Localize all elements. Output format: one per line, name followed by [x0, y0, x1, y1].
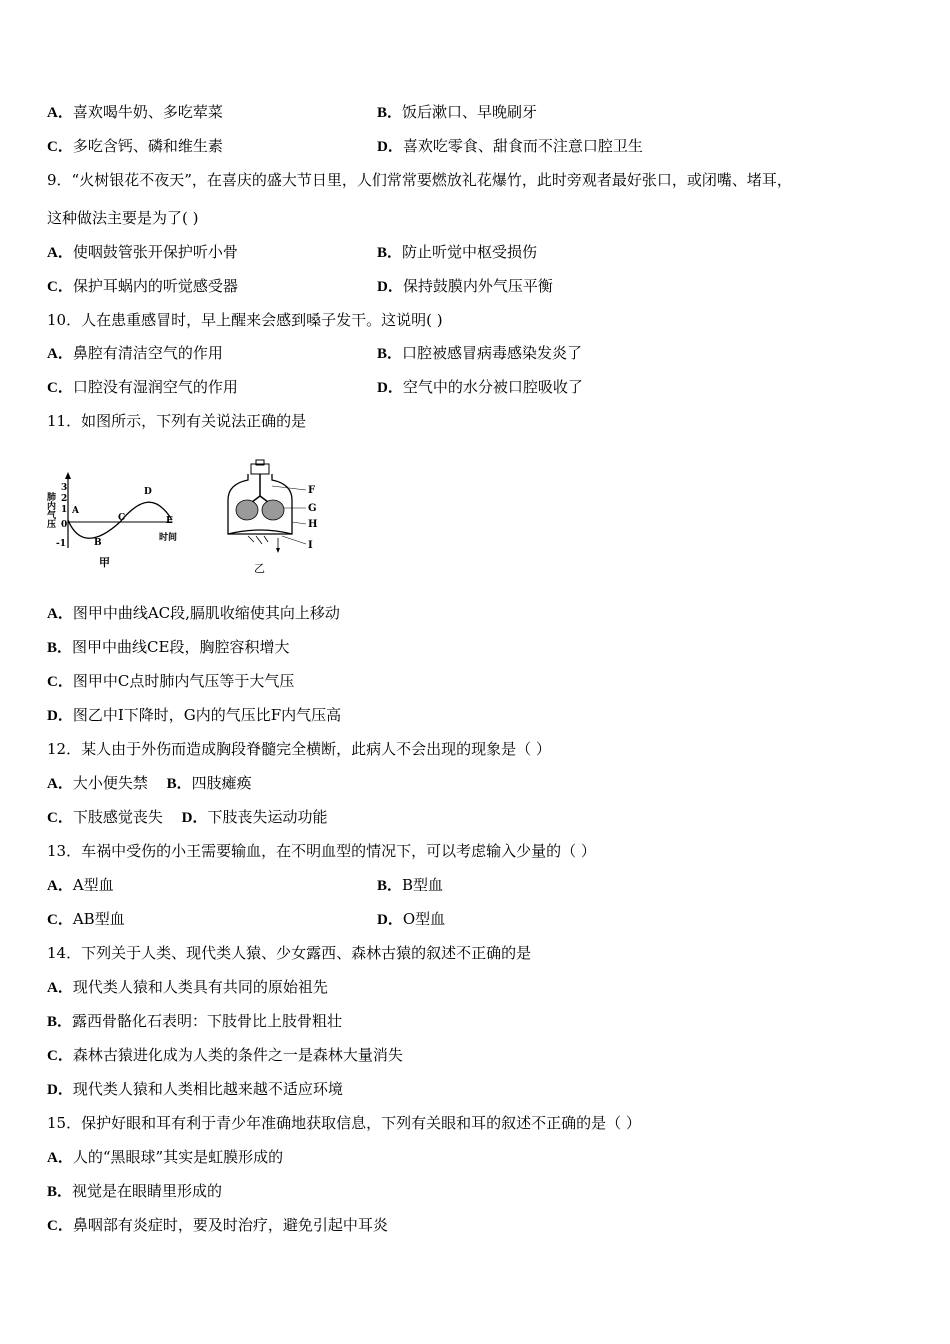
q14-option-d: D．现代类人猿和人类相比越来越不适应环境: [47, 1080, 343, 1098]
q11-option-d: D．图乙中I下降时，G内的气压比F内气压高: [47, 706, 342, 724]
q9-option-b: B．防止听觉中枢受损伤: [377, 243, 538, 261]
q8-option-d: D．喜欢吃零食、甜食而不注意口腔卫生: [377, 137, 643, 155]
tick-3: 3: [61, 483, 68, 493]
tick-1: 1: [61, 505, 68, 515]
q12-option-c: C．下肢感觉丧失: [47, 808, 163, 826]
q14-stem: 14．下列关于人类、现代类人猿、少女露西、森林古猿的叙述不正确的是: [47, 944, 532, 962]
q8-row-ab: [47, 102, 907, 122]
jar-caption: 乙: [254, 562, 265, 575]
jar-diaphragm-hatch: [248, 536, 268, 544]
q14-option-a: A．现代类人猿和人类具有共同的原始祖先: [47, 978, 328, 996]
q10-row-ab: [47, 343, 907, 363]
q13-row-ab: [47, 875, 907, 895]
q8-option-c: C．多吃含钙、磷和维生素: [47, 137, 223, 155]
q10-option-b: B．口腔被感冒病毒感染发炎了: [377, 344, 583, 362]
graph-point-d: D: [144, 487, 152, 497]
jar-bronchus-left: [252, 496, 260, 502]
tick-2: 2: [61, 494, 68, 504]
q15-option-a: A．人的“黑眼球”其实是虹膜形成的: [47, 1148, 284, 1166]
q11-graph-jia: [44, 468, 194, 576]
graph-y-arrow: [65, 472, 71, 479]
jar-bronchus-right: [260, 496, 268, 502]
q12-row-ab: [47, 773, 252, 794]
jar-label-f: F: [308, 485, 316, 496]
q8-option-a: A．喜欢喝牛奶、多吃荤菜: [47, 103, 223, 121]
q13-option-d: D．O型血: [377, 910, 446, 928]
leader-h: [292, 522, 306, 524]
q15-option-c: C．鼻咽部有炎症时，要及时治疗，避免引起中耳炎: [47, 1216, 388, 1234]
q9-stem-line2: 这种做法主要是为了( ): [47, 209, 199, 227]
q9-row-ab: [47, 242, 907, 262]
q11-option-a: A．图甲中曲线AC段,膈肌收缩使其向上移动: [47, 604, 340, 622]
q15-stem: 15．保护好眼和耳有利于青少年准确地获取信息，下列有关眼和耳的叙述不正确的是（ ）: [47, 1114, 641, 1132]
q10-row-cd: [47, 377, 907, 397]
jar-lung-right: [262, 500, 284, 520]
q9-option-a: A．使咽鼓管张开保护听小骨: [47, 243, 238, 261]
q10-option-c: C．口腔没有湿润空气的作用: [47, 378, 238, 396]
q13-option-a: A．A型血: [47, 876, 114, 894]
graph-xlabel: 时间: [159, 533, 178, 543]
graph-point-c: C: [118, 513, 126, 523]
q8-option-b: B．饭后漱口、早晚刷牙: [377, 103, 538, 121]
q9-stem-line1: 9．“火树银花不夜天”，在喜庆的盛大节日里，人们常常要燃放礼花爆竹，此时旁观者最好张口，或闭嘴、堵耳，: [47, 171, 792, 189]
graph-point-b: B: [94, 538, 102, 548]
graph-point-a: A: [72, 506, 79, 516]
q13-option-b: B．B型血: [377, 876, 444, 894]
q13-row-cd: [47, 909, 907, 929]
q9-option-c: C．保护耳蜗内的听觉感受器: [47, 277, 238, 295]
q12-row-cd: [47, 807, 328, 828]
graph-point-e: E: [166, 516, 173, 526]
q12-option-d: D．下肢丧失运动功能: [181, 808, 328, 826]
tick-0: 0: [61, 520, 68, 530]
q15-option-b: B．视觉是在眼睛里形成的: [47, 1182, 223, 1200]
leader-i: [282, 536, 306, 544]
jar-pull-arrowhead: [276, 548, 280, 553]
q11-option-c: C．图甲中C点时肺内气压等于大气压: [47, 672, 295, 690]
q10-option-d: D．空气中的水分被口腔吸收了: [377, 378, 583, 396]
graph-caption: 甲: [99, 556, 110, 569]
q9-option-d: D．保持鼓膜内外气压平衡: [377, 277, 553, 295]
q11-option-b: B．图甲中曲线CE段，胸腔容积增大: [47, 638, 290, 656]
jar-lung-left: [236, 500, 258, 520]
q9-row-cd: [47, 276, 907, 296]
q12-stem: 12．某人由于外伤而造成胸段脊髓完全横断，此病人不会出现的现象是（ ）: [47, 740, 551, 758]
q11-bell-jar-model: [218, 456, 328, 578]
tick-neg1: -1: [56, 539, 66, 549]
jar-label-g: G: [308, 503, 317, 514]
graph-ylabel: 肺内气压: [45, 492, 55, 528]
jar-label-h: H: [308, 519, 318, 530]
q10-stem: 10．人在患重感冒时，早上醒来会感到嗓子发干。这说明( ): [47, 311, 443, 329]
q8-row-cd: [47, 136, 907, 156]
q14-option-b: B．露西骨骼化石表明：下肢骨比上肢骨粗壮: [47, 1012, 343, 1030]
q14-option-c: C．森林古猿进化成为人类的条件之一是森林大量消失: [47, 1046, 403, 1064]
q13-option-c: C．AB型血: [47, 910, 125, 928]
q11-stem: 11．如图所示，下列有关说法正确的是: [47, 412, 307, 430]
jar-label-i: I: [308, 540, 313, 551]
q12-option-b: B．四肢瘫痪: [166, 774, 252, 792]
q12-option-a: A．大小便失禁: [47, 774, 148, 792]
q10-option-a: A．鼻腔有清洁空气的作用: [47, 344, 223, 362]
q13-stem: 13．车祸中受伤的小王需要输血，在不明血型的情况下，可以考虑输入少量的（ ）: [47, 842, 596, 860]
